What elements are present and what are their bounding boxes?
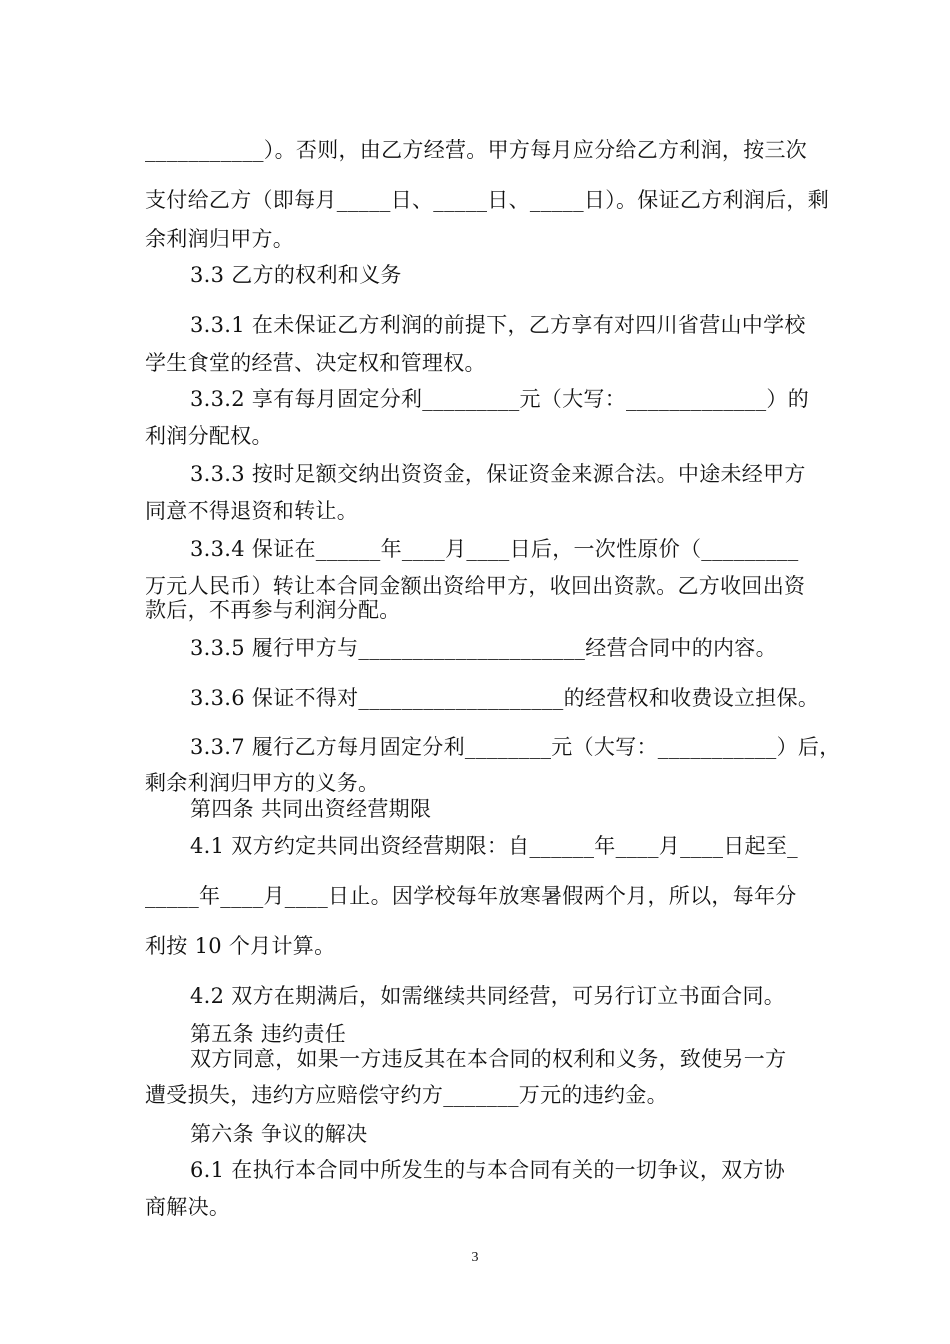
text-line: 余利润归甲方。 [145, 227, 295, 251]
text-line: 3.3.7 履行乙方每月固定分利________元（大写：___________）后， [190, 735, 841, 759]
text-line: 同意不得退资和转让。 [145, 499, 358, 523]
section-heading: 第六条 争议的解决 [190, 1122, 368, 1146]
text-line: 万元人民币）转让本合同金额出资给甲方，收回出资款。乙方收回出资 [145, 574, 806, 598]
section-heading: 3.3 乙方的权利和义务 [190, 263, 402, 287]
text-line: 双方同意，如果一方违反其在本合同的权利和义务，致使另一方 [190, 1047, 787, 1071]
text-line: 3.3.1 在未保证乙方利润的前提下，乙方享有对四川省营山中学校 [190, 313, 806, 337]
text-line: 支付给乙方（即每月_____日、_____日、_____日）。保证乙方利润后，剩 [145, 188, 829, 212]
text-line: 6.1 在执行本合同中所发生的与本合同有关的一切争议，双方协 [190, 1158, 786, 1182]
text-line: 款后，不再参与利润分配。 [145, 598, 401, 622]
text-line: 学生食堂的经营、决定权和管理权。 [145, 351, 486, 375]
text-line: 3.3.3 按时足额交纳出资资金，保证资金来源合法。中途未经甲方 [190, 462, 806, 486]
text-line: 3.3.2 享有每月固定分利_________元（大写：_____________）的 [190, 387, 810, 411]
section-heading: 第四条 共同出资经营期限 [190, 797, 432, 821]
text-line: ___________）。否则，由乙方经营。甲方每月应分给乙方利润，按三次 [145, 138, 808, 162]
text-line: 剩余利润归甲方的义务。 [145, 771, 380, 795]
text-line: 3.3.6 保证不得对___________________的经营权和收费设立担保。 [190, 686, 820, 710]
text-line: 4.2 双方在期满后，如需继续共同经营，可另行订立书面合同。 [190, 984, 786, 1008]
text-line: 4.1 双方约定共同出资经营期限：自______年____月____日起至_ [190, 834, 798, 858]
text-line: 3.3.5 履行甲方与_____________________经营合同中的内容。 [190, 636, 777, 660]
text-line: 遭受损失，违约方应赔偿守约方_______万元的违约金。 [145, 1083, 668, 1107]
section-heading: 第五条 违约责任 [190, 1022, 347, 1046]
text-line: _____年____月____日止。因学校每年放寒暑假两个月，所以，每年分 [145, 884, 797, 908]
text-line: 利润分配权。 [145, 424, 273, 448]
text-line: 3.3.4 保证在______年____月____日后，一次性原价（_________ [190, 537, 799, 561]
text-line: 商解决。 [145, 1195, 231, 1219]
page-number: 3 [471, 1250, 479, 1265]
text-line: 利按 10 个月计算。 [145, 934, 336, 958]
